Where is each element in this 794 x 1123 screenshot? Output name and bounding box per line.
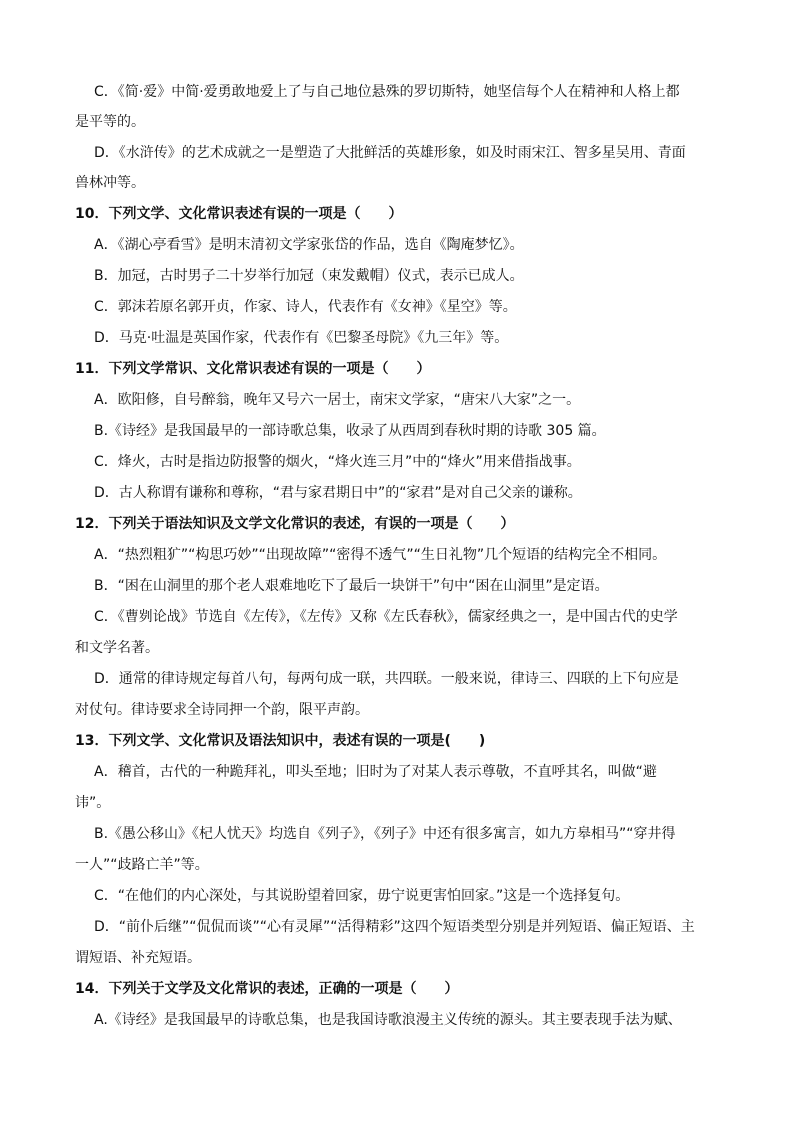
option-text-continued: 谓短语、补充短语。 <box>75 950 201 966</box>
question-10: 10．下列文学、文化常识表述有误的一项是（ ） <box>75 206 403 222</box>
option-text-continued: 兽林冲等。 <box>75 175 145 191</box>
option-text: D．《水浒传》的艺术成就之一是塑造了大批鲜活的英雄形象，如及时雨宋江、智多星吴用、青面 <box>94 145 686 161</box>
option-text-continued: 一人”“歧路亡羊”等。 <box>75 857 209 873</box>
option-text: B.《愚公移山》《杞人忧天》均选自《列子》，《列子》中还有很多寓言，如九方皋相马”“穿井得 <box>94 826 676 842</box>
option-text: D．通常的律诗规定每首八句，每两句成一联，共四联。一般来说，律诗三、四联的上下句应是 <box>94 671 679 687</box>
option-text-continued: 讳”。 <box>75 795 111 811</box>
option-text: C．“在他们的内心深处，与其说盼望着回家，毋宁说更害怕回家。”这是一个选择复句。 <box>94 888 630 904</box>
option-text: A.《诗经》是我国最早的诗歌总集，也是我国诗歌浪漫主义传统的源头。其主要表现手法为赋、 <box>94 1012 682 1028</box>
option-text: A．欧阳修，自号醉翁，晚年又号六一居士，南宋文学家，“唐宋八大家”之一。 <box>94 392 581 408</box>
option-text-continued: 和文学名著。 <box>75 640 159 656</box>
option-text-continued: 对仗句。律诗要求全诗同押一个韵，限平声韵。 <box>75 702 369 718</box>
option-text: C．《简·爱》中简·爱勇敢地爱上了与自己地位悬殊的罗切斯特，她坚信每个人在精神和人格上都 <box>94 84 680 100</box>
option-text: B.《诗经》是我国最早的一部诗歌总集，收录了从西周到春秋时期的诗歌 305 篇。 <box>94 423 606 439</box>
question-12: 12．下列关于语法知识及文学文化常识的表述，有误的一项是（ ） <box>75 516 515 532</box>
option-text-continued: 是平等的。 <box>75 114 145 130</box>
option-text: C．烽火，古时是指边防报警的烟火，“烽火连三月”中的“烽火”用来借指战事。 <box>94 454 581 470</box>
option-text: B．“困在山洞里的那个老人艰难地吃下了最后一块饼干”句中“困在山洞里”是定语。 <box>94 578 609 594</box>
option-text: C．《曹刿论战》节选自《左传》，《左传》又称《左氏春秋》，儒家经典之一，是中国古代的史学 <box>94 609 678 625</box>
option-text: A．稽首，古代的一种跪拜礼，叩头至地；旧时为了对某人表示尊敬，不直呼其名，叫做“避 <box>94 764 657 780</box>
option-text: B．加冠，古时男子二十岁举行加冠（束发戴帽）仪式，表示已成人。 <box>94 268 524 284</box>
option-text: D．古人称谓有谦称和尊称，“君与家君期日中”的“家君”是对自己父亲的谦称。 <box>94 485 582 501</box>
question-11: 11．下列文学常识、文化常识表述有误的一项是（ ） <box>75 361 431 377</box>
question-14: 14．下列关于文学及文化常识的表述，正确的一项是（ ） <box>75 981 459 997</box>
option-text: D．“前仆后继”“侃侃而谈”“心有灵犀”“活得精彩”这四个短语类型分别是并列短语、偏正短语、主 <box>94 919 695 935</box>
option-text: D．马克·吐温是英国作家，代表作有《巴黎圣母院》《九三年》等。 <box>94 330 509 346</box>
option-text: A．《湖心亭看雪》是明末清初文学家张岱的作品，选自《陶庵梦忆》。 <box>94 237 524 253</box>
option-text: C．郭沫若原名郭开贞，作家、诗人，代表作有《女神》《星空》等。 <box>94 299 517 315</box>
option-text: A．“热烈粗犷”“构思巧妙”“出现故障”“密得不透气”“生日礼物”几个短语的结构完全不相同。 <box>94 547 667 563</box>
question-13: 13．下列文学、文化常识及语法知识中，表述有误的一项是( ) <box>75 733 486 749</box>
